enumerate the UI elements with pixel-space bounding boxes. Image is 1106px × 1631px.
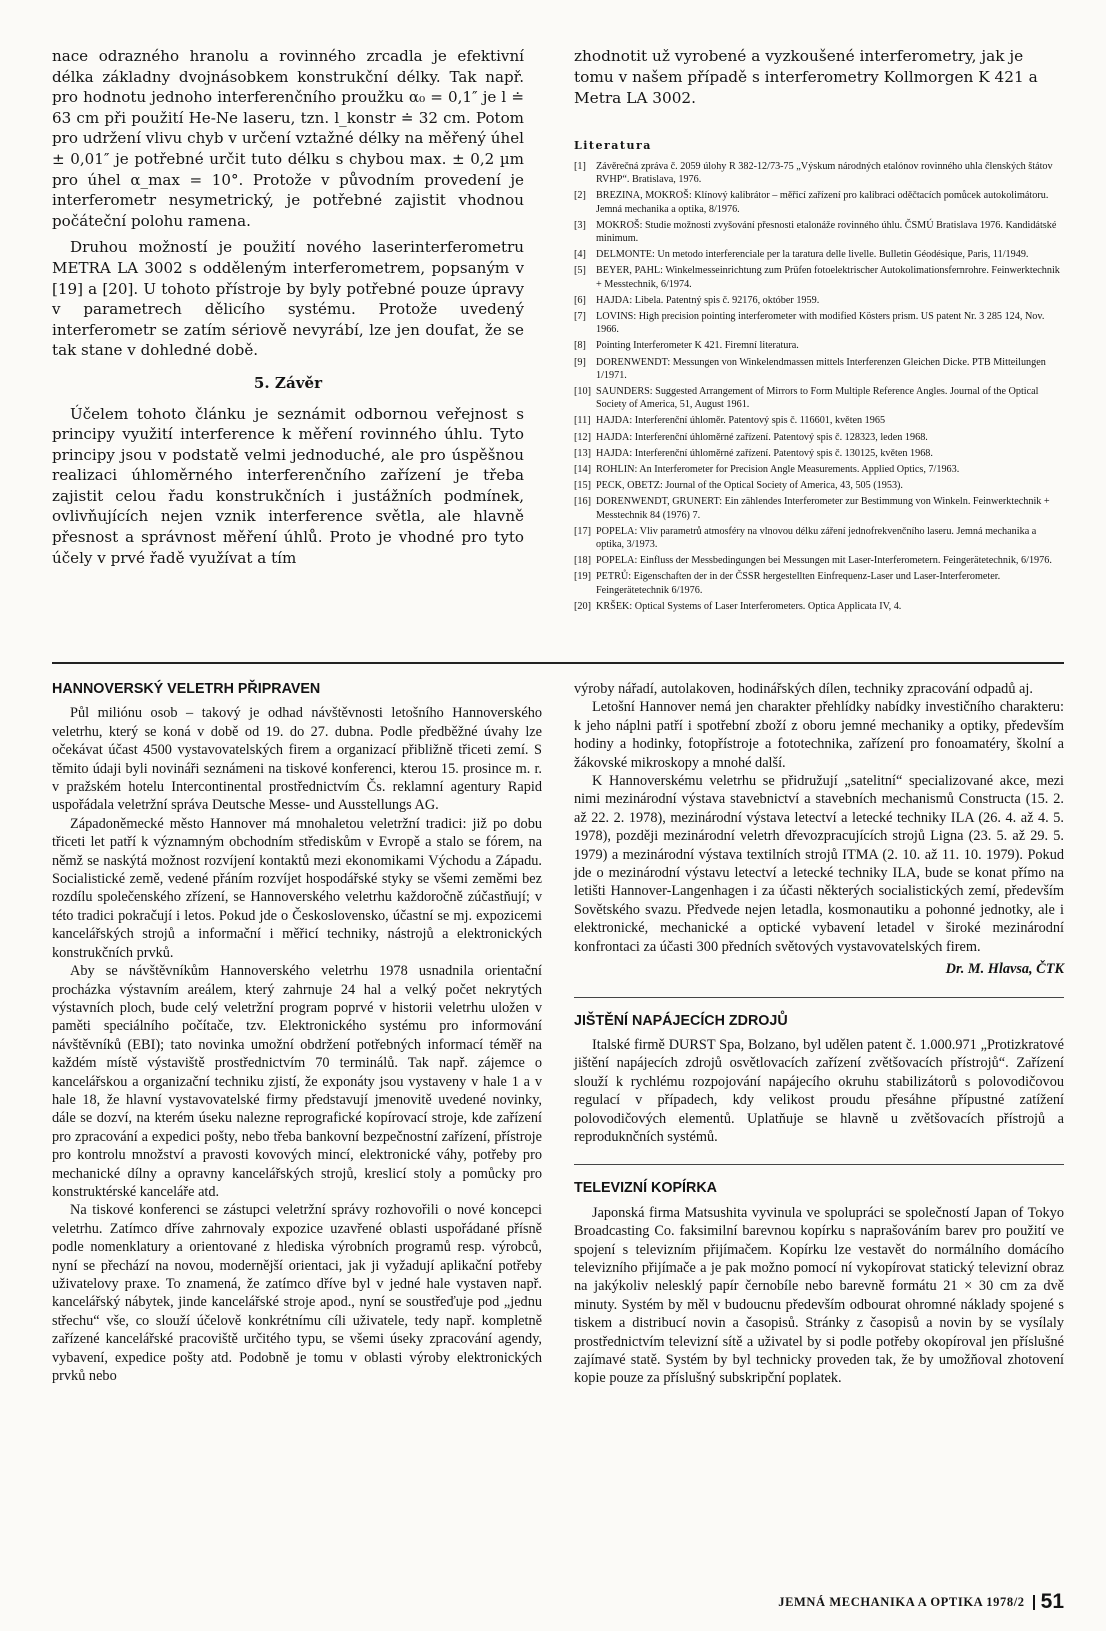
article-heading: HANNOVERSKÝ VELETRH PŘIPRAVEN xyxy=(52,681,321,697)
reference-number: [3] xyxy=(574,219,586,231)
reference-text: HAJDA: Interferenční úhloměr. Patentový spis č. 116601, květen 1965 xyxy=(596,415,886,427)
reference-text: HAJDA: Libela. Patentný spis č. 92176, október 1959. xyxy=(596,294,820,306)
reference-text: Pointing Interferometer K 421. Firemní literatura. xyxy=(596,340,799,352)
paragraph: Druhou možností je použití nového laserinterferometru METRA LA 3002 s odděleným interferometrem, popsaným v [19] a [20]. U tohoto přístroje by byly potřebné pouze úpravy v parametrech dělicího systému. Protože uvedený interferometr se zatím sériově nevyrábí, lze jen doufat, že se tak stane v dohledné době. xyxy=(52,238,524,360)
paragraph: Japonská firma Matsushita vyvinula ve spolupráci se společností Japan of Tokyo Broadcasting Co. faksimilní barevnou kopírku s naprašováním barev pro použití ve spojení s televizním přijímačem. Kopírku lze vestavět do normálního domácího televizního přijímače a je pak možno pomocí ní vykopírovat statický televizní obraz na jakýkoliv nelesklý papír černobíle nebo barevně formátu 21 × 30 cm za dvě minuty. Systém by měl v budoucnu především odbourat ohromné náklady spojené s tiskem a distribucí novin a časopisů. Stránky z časopisů a novin by se vysílaly prostřednictvím televizní sítě a uživatel by si podle potřeby okopíroval jen příslušné zajímavé statě. Systém by byl technicky proveden tak, že by umožňoval zhotovení kopie pouze za příslušný subskripční poplatek. xyxy=(574,1204,1064,1387)
reference-number: [8] xyxy=(574,340,586,352)
reference-text: POPELA: Einfluss der Messbedingungen bei Messungen mit Laser-Interferometern. Feingerätetechnik, 6/1976. xyxy=(596,555,1052,567)
reference-text: LOVINS: High precision pointing interferometer with modified Kösters prism. US patent Nr. 3 285 124, Nov. 1966. xyxy=(596,311,1045,336)
article-hannover-fair xyxy=(52,680,542,1385)
reference-item xyxy=(574,414,1064,427)
reference-item xyxy=(574,463,1064,476)
reference-text: KRŠEK: Optical Systems of Laser Interferometers. Optica Applicata IV, 4. xyxy=(596,600,902,612)
reference-item xyxy=(574,160,1064,186)
article-separator xyxy=(574,997,1064,998)
paragraph: Půl miliónu osob – takový je odhad návštěvnosti letošního Hannoverského veletrhu, který se koná v době od 19. do 27. dubna. Podle předběžné úvahy lze očekávat účast 4500 vystavovatelských firem a organizací přibližně třiceti zemí. S těmito údaji byli novináři seznámeni na tiskové konferenci, kterou 15. prosince m. r. v pražském hotelu Intercontinental prostřednictvím Čs. reklamní agentury Rapid uspořádala veletržní správa Deutsche Messe- und Ausstellungs AG. xyxy=(52,705,542,814)
reference-number: [18] xyxy=(574,555,591,567)
reference-text: BEYER, PAHL: Winkelmesseinrichtung zum Prüfen fotoelektrischer Autokolimationsfernrohre. Feinwerktechnik + Messtechnik, 6/1974. xyxy=(596,265,1060,290)
top-right-column xyxy=(574,46,1064,616)
reference-item xyxy=(574,189,1064,215)
reference-number: [19] xyxy=(574,571,591,583)
top-left-column xyxy=(52,46,524,568)
reference-number: [2] xyxy=(574,190,586,202)
reference-item xyxy=(574,525,1064,551)
paragraph: Letošní Hannover nemá jen charakter přehlídky nabídky investičního charakteru: k jeho náplni patří i spotřební zboží z oboru jemné mechaniky a optiky, především hodiny a hodinky, fotopřístroje a fototechnika, zařízení pro fonoamatéry, školní a žákovské mikroskopy a mnohé další. xyxy=(574,699,1064,771)
reference-text: ROHLIN: An Interferometer for Precision Angle Measurements. Applied Optics, 7/1963. xyxy=(596,464,960,476)
reference-text: PECK, OBETZ: Journal of the Optical Society of America, 43, 505 (1953). xyxy=(596,480,903,492)
section-divider xyxy=(52,662,1064,664)
paragraph: Na tiskové konferenci se zástupci veletržní správy rozhovořili o nové koncepci veletrhu. Zatímco dříve zahrnovaly expozice uzavřené oblasti uspořádané přísně podle nomenklatury a orientované z hlediska výrobních programů resp. výrobců, nyní se přechází na novou, modernější orientaci, jak ji vyžadují aplikační potřeby uživatelovy praxe. To znamená, že zatímco dříve byl v jedné hale vystaven např. kancelářský nábytek, jinde kancelářské stroje apod., nyní se soustřeďuje pod „jednu střechu“ vše, co slouží účelově konkrétnímu cíli uživatele, tedy např. kompletně zařízené kancelářské pracoviště určitého typu, se všemi úseky zpracování agendy, vybavení, expedice pošty atd. Podobně je tomu v oblasti výroby elektronických prvků nebo xyxy=(52,1202,542,1385)
section-title: 5. Závěr xyxy=(253,373,323,392)
reference-item xyxy=(574,248,1064,261)
reference-item xyxy=(574,554,1064,567)
reference-number: [13] xyxy=(574,447,591,459)
article-separator xyxy=(574,1164,1064,1165)
reference-text: DORENWENDT: Messungen von Winkelendmassen mittels Interferenzen Gleichen Dicke. PTB Mitteilungen 1/1971. xyxy=(596,356,1046,381)
paragraph: nace odrazného hranolu a rovinného zrcadla je efektivní délka základny dvojnásobkem konstrukční délky. Tak např. pro hodnotu jednoho interferenčního proužku α₀ = 0,1″ je l ≐ 63 cm při použití He-Ne laseru, tzn. l_konstr ≐ 32 cm. Potom pro udržení vlivu chyb v určení vztažné délky na měřený úhel ± 0,01″ je potřebné určit tuto délku s chybou max. ± 0,2 µm pro úhel α_max = 10°. Protože v původním provedení je interferometr nesymetrický, je potřebné zajistit vhodnou počáteční polohu ramena. xyxy=(52,47,524,230)
reference-text: POPELA: Vliv parametrů atmosféry na vlnovou délku záření jednofrekvenčního laseru. Jemná mechanika a optika, 3/1973. xyxy=(596,525,1037,551)
intro-paragraph: zhodnotit už vyrobené a vyzkoušené interferometry, jak je tomu v našem případě s interferometry Kollmorgen K 421 a Metra LA 3002. xyxy=(574,47,1038,107)
reference-number: [11] xyxy=(574,415,591,427)
article-heading: JIŠTĚNÍ NAPÁJECÍCH ZDROJŮ xyxy=(574,1012,788,1029)
reference-list xyxy=(574,160,1064,613)
reference-number: [4] xyxy=(574,249,586,261)
reference-number: [16] xyxy=(574,496,591,508)
author-signature: Dr. M. Hlavsa, ČTK xyxy=(945,961,1064,978)
reference-text: DELMONTE: Un metodo interferenciale per la taratura delle livelle. Bulletin Géodésique, Paris, 11/1949. xyxy=(596,249,1029,261)
paragraph: K Hannoverskému veletrhu se přidružují „satelitní“ specializované akce, mezi nimi mezinárodní výstava stavebnictví a stavebních mechanismů Constructa (15. 2. až 22. 2. 1978), mezinárodní výstava letectví a letecké techniky ILA (26. 4. až 4. 5. 1978), později mezinárodní veletrh dřevozpracujících strojů Ligna (23. 5. až 29. 5. 1979) a mezinárodní výstava textilních strojů ITMA (2. 10. až 11. 10. 1979). Pokud jde o mezinárodní výstavu letectví a letecké techniky ILA, bude se konat přímo na letišti Hannover-Langenhagen i za účasti některých socialistických zemí, především Sovětského svazu. Předvede nejen letadla, kosmonautiku a pohonné jednotky, ale i elektronické, mechanické a optické vybavení letadel v široké mezinárodní konfrontaci za účasti 300 předních světových vystavovatelských firem. xyxy=(574,773,1064,955)
paragraph: Italské firmě DURST Spa, Bolzano, byl udělen patent č. 1.000.971 „Protizkratové jištění napájecích zdrojů osvětlovacích zařízení zvětšovacích přístrojů“. Zařízení slouží k rychlému rozpojování napájecího okruhu stabilizátorů s polovodičovou regulací v případech, kdy velikost proudu přesáhne přípustné zatížení polovodičových elementů. Uplatňuje se hlavně u zvětšovacích přístrojů a reproduknčních systémů. xyxy=(574,1036,1064,1145)
reference-text: DORENWENDT, GRUNERT: Ein zählendes Interferometer zur Bestimmung von Winkeln. Feinwerktechnik + Messtechnik 84 (1976) 7. xyxy=(596,496,1050,521)
reference-item xyxy=(574,356,1064,382)
bottom-right-column xyxy=(574,680,1064,1388)
reference-item xyxy=(574,294,1064,307)
journal-name: JEMNÁ MECHANIKA A OPTIKA 1978/2 xyxy=(778,1595,1034,1610)
reference-text: BREZINA, MOKROŠ: Klínový kalibrátor – měřicí zařízení pro kalibraci oděčtacích pomůcek autokolimátoru. Jemná mechanika a optika, 8/1976. xyxy=(596,190,1049,215)
reference-number: [14] xyxy=(574,464,591,476)
literature-title: Literatura xyxy=(574,139,652,152)
reference-number: [15] xyxy=(574,480,591,492)
reference-number: [17] xyxy=(574,525,591,537)
article-heading: TELEVIZNÍ KOPÍRKA xyxy=(574,1180,717,1197)
reference-number: [1] xyxy=(574,161,586,172)
reference-number: [9] xyxy=(574,356,586,368)
reference-item xyxy=(574,479,1064,492)
reference-text: MOKROŠ: Studie možnosti zvyšování přesnosti etalonáže rovinného úhlu. ČSMÚ Bratislava 1976. Kandidátské minimum. xyxy=(596,219,1057,245)
continuation-paragraph: výroby nářadí, autolakoven, hodinářských dílen, techniky zpracování odpadů aj. xyxy=(574,681,1033,697)
reference-item xyxy=(574,600,1064,613)
reference-item xyxy=(574,310,1064,336)
reference-item xyxy=(574,219,1064,245)
page-number: 51 xyxy=(1040,1590,1064,1613)
reference-item xyxy=(574,570,1064,596)
paragraph: Aby se návštěvníkům Hannoverského veletrhu 1978 usnadnila orientační procházka výstavním areálem, který zahrnuje 24 hal a velký počet nekrytých výstavních ploch, bude celý veletržní program poprvé v historii veletrhu uložen v paměti speciálního počítače, tzv. Elektronického systému pro informování návštěvníků (EBI); tato novinka umožní obdržení potřebných informací téměř na každém místě výstaviště prostřednictvím 70 terminálů. Tak např. zájemce o kancelářskou a organizační techniku zjistí, že exponáty jsou vystaveny v hale 1 a v hale 18, že hlavní vystavovatelské firmy představují jmenovitě uvedené novinky, dále se dozví, na kterém úseku nalezne reprografické kopírovací stroje, kde zařízení pro zpracování a expedici pošty, nebo třeba bankovní bezpečnostní zařízení, přístroje pro kontrolu množství a pravosti kovových mincí, elektronické váhy, potřeby pro mechanické dílny a opravny kancelářských strojů, kreslicí stoly a pomůcky pro konstruktérské kanceláře atd. xyxy=(52,963,542,1200)
reference-text: HAJDA: Interferenční úhloměrné zařízení. Patentový spis č. 128323, leden 1968. xyxy=(596,431,928,443)
reference-number: [6] xyxy=(574,294,586,306)
paragraph: Západoněmecké město Hannover má mnohaletou veletržní tradici: již po dobu třiceti let patří k významným obchodním střediskům v Evropě a stalo se fórem, na němž se naskýtá možnost rozvíjení kontaktů mezi ekonomikami Východu a Západu. Socialistické země, vedené přáním rozvíjet hospodářské styky se všemi zeměmi bez rozdílu společenského zřízení, se Hannoverského veletrhu každoročně zúčastňují; v této tradici pokračují i letos. Pokud jde o Československo, účastní se mj. expozicemi kancelářských strojů a informační i měřicí techniky, nástrojů a elektronických konstrukčních prvků. xyxy=(52,815,542,961)
reference-item xyxy=(574,385,1064,411)
reference-number: [12] xyxy=(574,431,591,443)
reference-item xyxy=(574,495,1064,521)
reference-item xyxy=(574,431,1064,444)
reference-number: [7] xyxy=(574,311,586,323)
reference-item xyxy=(574,339,1064,352)
reference-number: [5] xyxy=(574,265,586,277)
reference-item xyxy=(574,447,1064,460)
reference-text: Závěrečná zpráva č. 2059 úlohy R 382-12/73-75 „Výskum národných etalónov rovinného uhla členských štátov RVHP“. Bratislava, 1976. xyxy=(596,161,1053,186)
reference-text: PETRŮ: Eigenschaften der in der ČSSR hergestellten Einfrequenz-Laser und Laser-Interferometer. Feingerätetechnik 6/1976. xyxy=(596,571,1001,596)
reference-text: HAJDA: Interferenční úhloměrné zařízení. Patentový spis č. 130125, květen 1968. xyxy=(596,447,933,459)
reference-text: SAUNDERS: Suggested Arrangement of Mirrors to Form Multiple Reference Angles. Journal of the Optical Society of America, 51, August 1961. xyxy=(596,386,1039,411)
reference-number: [20] xyxy=(574,600,591,612)
conclusion-paragraph: Účelem tohoto článku je seznámit odbornou veřejnost s principy využití interference k měření rovinného úhlu. Tyto principy jsou v podstatě velmi jednoduché, ale pro úspěšnou realizaci úhloměrného interferenčního zařízení je třeba zajistit celou řadu konstrukčních i justážních podmínek, ovlivňujících nejen vznik interference světla, ale hlavně přesnost a správnost měření úhlů. Proto je vhodné pro tyto účely v prvé řadě využívat a tím xyxy=(52,404,524,567)
page-footer xyxy=(700,1590,1064,1614)
reference-item xyxy=(574,264,1064,290)
reference-number: [10] xyxy=(574,386,591,398)
